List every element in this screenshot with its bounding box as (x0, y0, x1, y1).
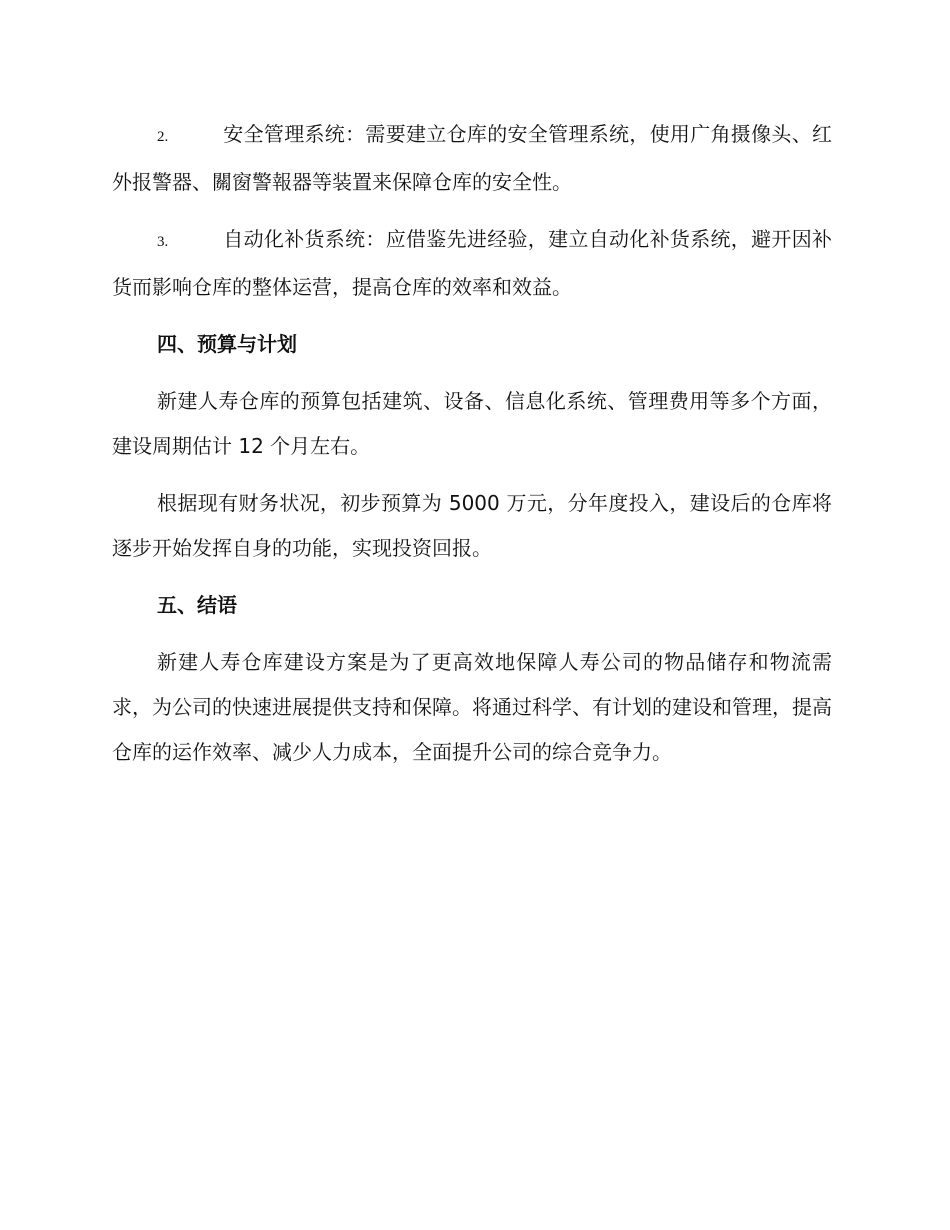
list-number: 3. (157, 234, 169, 250)
section-heading-conclusion: 五、结语 (157, 593, 237, 617)
section-heading-budget: 四、预算与计划 (157, 332, 297, 356)
budget-paragraph-2: 根据现有财务状况，初步预算为 5000 万元，分年度投入，建设后的仓库将逐步开始发挥自身的功能，实现投资回报。 (112, 491, 832, 560)
budget-paragraph-1: 新建人寿仓库的预算包括建筑、设备、信息化系统、管理费用等多个方面，建设周期估计 12 个月左右。 (112, 389, 832, 458)
list-item-replenishment (112, 217, 832, 310)
list-number: 2. (157, 129, 169, 145)
conclusion-paragraph: 新建人寿仓库建设方案是为了更高效地保障人寿公司的物品储存和物流需求，为公司的快速进展提供支持和保障。将通过科学、有计划的建设和管理，提高仓库的运作效率、减少人力成本，全面提升公司的综合竞争力。 (112, 650, 832, 764)
list-text: 安全管理系统：需要建立仓库的安全管理系统，使用广角摄像头、红外报警器、關窗警報器等装置来保障仓库的安全性。 (112, 122, 832, 194)
list-text: 自动化补货系统：应借鉴先进经验，建立自动化补货系统，避开因补货而影响仓库的整体运营，提高仓库的效率和效益。 (112, 227, 832, 299)
list-item-security (112, 112, 832, 205)
